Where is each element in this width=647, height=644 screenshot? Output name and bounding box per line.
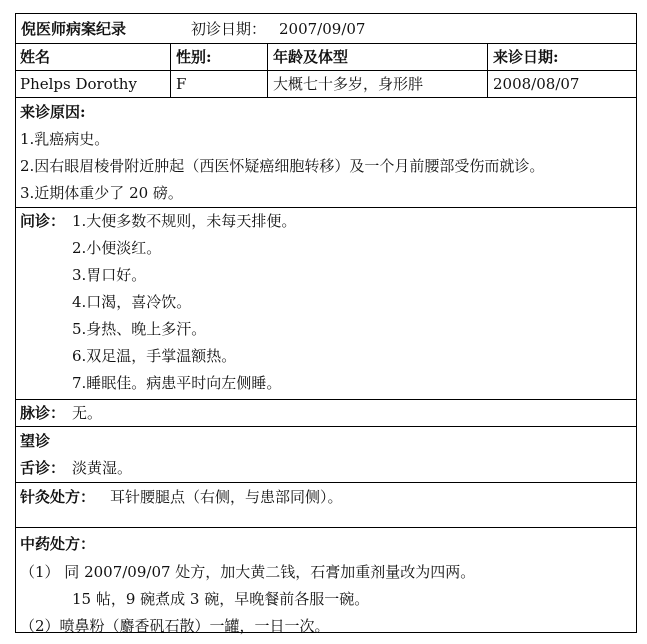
visit-date-header: 来诊日期: (493, 48, 559, 66)
age-header: 年龄及体型 (273, 48, 349, 66)
age-header-cell (268, 44, 488, 70)
case-record (15, 13, 637, 633)
visit-value-cell (488, 71, 636, 97)
herbal-line-3: （2）喷鼻粉（麝香矾石散）一罐，一日一次。 (20, 617, 330, 635)
inquiry-line-6: 6.双足温，手掌温额热。 (72, 347, 237, 365)
name-header: 姓名 (20, 48, 51, 66)
reason-section (16, 98, 636, 208)
header-row (16, 14, 636, 44)
info-values-row (16, 71, 636, 98)
first-visit-label: 初诊日期： (191, 20, 267, 38)
visit-date: 2008/08/07 (493, 75, 580, 93)
inquiry-section (16, 208, 636, 400)
inquiry-line-2: 2.小便淡红。 (72, 239, 162, 257)
herbal-section (16, 528, 636, 635)
sex-header: 性别: (176, 48, 212, 66)
herbal-line-1: （1） 同 2007/09/07 处方，加大黄二钱，石膏加重剂量改为四两。 (20, 563, 476, 581)
patient-age-build: 大概七十多岁，身形胖 (273, 75, 424, 93)
herbal-line-2: 15 帖，9 碗煮成 3 碗，早晚餐前各服一碗。 (72, 590, 370, 608)
inquiry-line-3: 3.胃口好。 (72, 266, 147, 284)
age-value-cell (268, 71, 488, 97)
sex-value-cell (171, 71, 268, 97)
tongue-label: 舌诊： (20, 459, 66, 477)
acupuncture-label: 针灸处方： (20, 488, 96, 506)
name-header-cell (16, 44, 171, 70)
reason-line-1: 1.乳癌病史。 (20, 130, 110, 148)
inquiry-line-4: 4.口渴，喜冷饮。 (72, 293, 192, 311)
acupuncture-value: 耳针腰腿点（右侧，与患部同侧）。 (110, 488, 343, 506)
pulse-section (16, 400, 636, 427)
visit-header-cell (488, 44, 636, 70)
pulse-value: 无。 (72, 404, 103, 422)
info-header-row (16, 44, 636, 71)
patient-sex: F (176, 75, 187, 93)
observation-section (16, 427, 636, 483)
inquiry-label: 问诊： (20, 212, 66, 230)
inquiry-line-1: 1.大便多数不规则，未每天排便。 (72, 212, 297, 230)
inquiry-line-5: 5.身热、晚上多汗。 (72, 320, 207, 338)
name-value-cell (16, 71, 171, 97)
tongue-value: 淡黄湿。 (72, 459, 133, 477)
observation-label: 望诊 (20, 432, 51, 450)
inquiry-line-7: 7.睡眠佳。病患平时向左侧睡。 (72, 374, 282, 392)
acupuncture-section (16, 483, 636, 528)
patient-name: Phelps Dorothy (20, 75, 137, 93)
reason-line-3: 3.近期体重少了 20 磅。 (20, 184, 183, 202)
reason-line-2: 2.因右眼眉棱骨附近肿起（西医怀疑癌细胞转移）及一个月前腰部受伤而就诊。 (20, 157, 545, 175)
sex-header-cell (171, 44, 268, 70)
reason-label: 来诊原因: (20, 103, 86, 121)
herbal-label: 中药处方： (20, 535, 96, 553)
first-visit-date: 2007/09/07 (279, 20, 366, 38)
pulse-label: 脉诊： (20, 404, 66, 422)
record-title: 倪医师病案纪录 (21, 20, 127, 38)
